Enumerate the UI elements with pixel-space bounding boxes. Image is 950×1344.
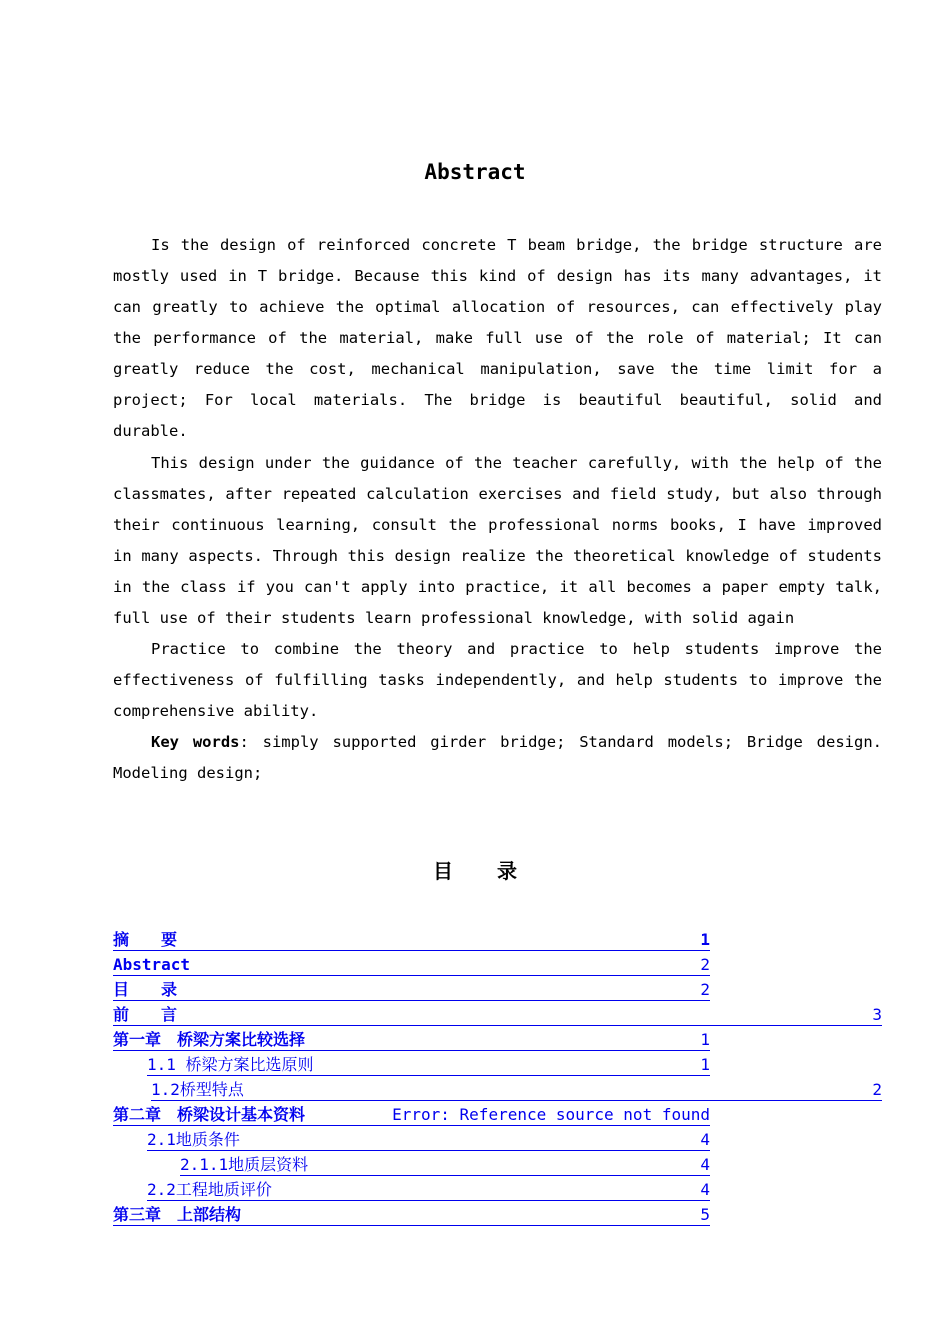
abstract-title: Abstract <box>424 160 526 184</box>
toc-entry <box>0 1102 950 1127</box>
table-of-contents <box>0 927 950 1227</box>
abstract-paragraph-1: Is the design of reinforced concrete T beam bridge, the bridge structure are mostly used in T bridge. Because this kind of design has its many advantages, it can greatly to achieve the optimal allocation of resources, can effectively play the performance of the material, make full use of the role of material; It can greatly reduce the cost, mechanical manipulation, save the time limit for a project; For local materials. The bridge is beautiful beautiful, solid and durable. <box>113 236 882 440</box>
toc-entry <box>0 1127 950 1152</box>
toc-entry <box>0 1027 950 1052</box>
toc-link-section-1-2[interactable]: 1.2桥型特点 2 <box>151 1080 882 1099</box>
keywords-text: : simply supported girder bridge; Standard models; Bridge design. Modeling design; <box>113 733 882 782</box>
toc-entry <box>0 1152 950 1177</box>
toc-entry <box>0 1077 950 1102</box>
toc-link-qianyan[interactable]: 前 言 3 <box>113 1005 882 1024</box>
toc-entry <box>0 1202 950 1227</box>
toc-link-section-1-1[interactable]: 1.1 桥梁方案比选原则 1 <box>147 1055 710 1074</box>
keywords-paragraph <box>113 727 882 789</box>
toc-link-section-2-1-1[interactable]: 2.1.1地质层资料 4 <box>180 1155 710 1174</box>
toc-link-zhaiyao[interactable]: 摘 要 1 <box>113 930 710 949</box>
toc-link-chapter-2[interactable]: 第二章 桥梁设计基本资料 Error: Reference source not found <box>113 1105 710 1124</box>
toc-entry <box>0 927 950 952</box>
toc-link-abstract[interactable]: Abstract 2 <box>113 955 710 974</box>
abstract-paragraph-3: Practice to combine the theory and practice to help students improve the effectiveness of fulfilling tasks independently, and help students to improve the comprehensive ability. <box>113 640 882 720</box>
toc-entry <box>0 1002 950 1027</box>
toc-entry <box>0 1177 950 1202</box>
toc-link-mulu[interactable]: 目 录 2 <box>113 980 710 999</box>
toc-entry <box>0 1052 950 1077</box>
reference-error-text: Error: Reference source not found <box>392 1105 710 1124</box>
toc-entry <box>0 952 950 977</box>
toc-link-section-2-2[interactable]: 2.2工程地质评价 4 <box>147 1180 710 1199</box>
toc-link-section-2-1[interactable]: 2.1地质条件 4 <box>147 1130 710 1149</box>
keywords-label: Key words <box>151 733 240 751</box>
abstract-paragraph-2: This design under the guidance of the teacher carefully, with the help of the classmates, after repeated calculation exercises and field study, but also through their continuous learning, consult the professional norms books, I have improved in many aspects. Through this design realize the theoretical knowledge of students in the class if you can't apply into practice, it all becomes a paper empty talk, full use of their students learn professional knowledge, with solid again <box>113 454 882 627</box>
abstract-body <box>113 230 882 789</box>
toc-title: 目录 <box>433 859 561 883</box>
toc-entry <box>0 977 950 1002</box>
toc-link-chapter-1[interactable]: 第一章 桥梁方案比较选择 1 <box>113 1030 710 1049</box>
toc-link-chapter-3[interactable]: 第三章 上部结构 5 <box>113 1205 710 1224</box>
